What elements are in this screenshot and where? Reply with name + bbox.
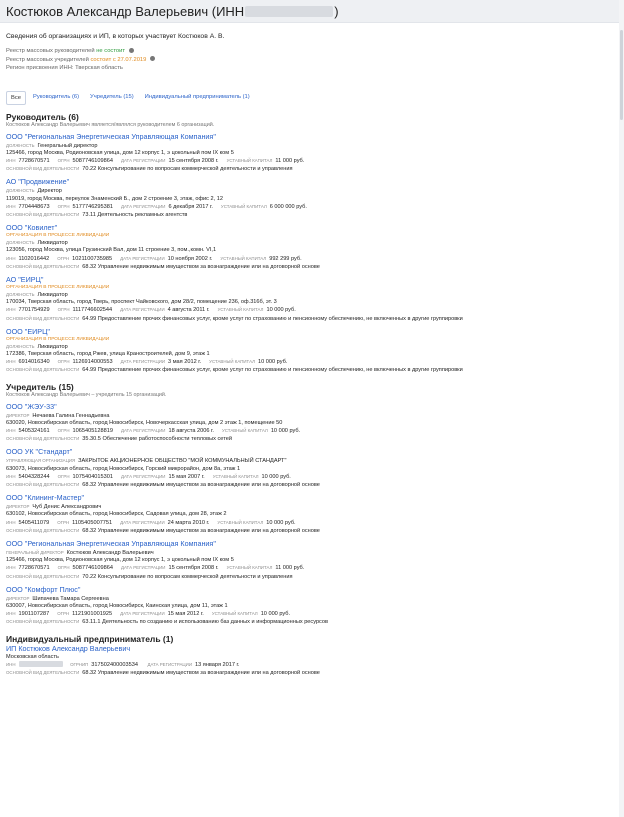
field-label: ДАТА РЕГИСТРАЦИИ <box>120 203 166 209</box>
org-address: 630102, Новосибирская область, город Новосибирск, Садовая улица, дом 28, этаж 2 <box>6 511 227 518</box>
position-value: Ликвидатор <box>37 343 68 350</box>
activity-value: 70.22 Консультирование по вопросам коммерческой деятельности и управления <box>82 573 293 580</box>
registry-heads-value: не состоит <box>96 48 126 54</box>
field-label: ОГРН <box>57 307 70 313</box>
org-head <box>6 412 618 420</box>
activity-value: 64.99 Предоставление прочих финансовых услуг, кроме услуг по страхованию и пенсионному обеспечению, не включенных в другие группировки <box>82 367 463 374</box>
field-label: УСТАВНЫЙ КАПИТАЛ <box>217 519 264 525</box>
org-ids <box>6 519 618 527</box>
field-label: ОСНОВНОЙ ВИД ДЕЯТЕЛЬНОСТИ <box>6 619 80 625</box>
leader-list <box>6 132 618 375</box>
field-label: ОСНОВНОЙ ВИД ДЕЯТЕЛЬНОСТИ <box>6 263 80 269</box>
org-ids <box>6 564 618 572</box>
org-ids <box>6 610 618 618</box>
field-label: ДАТА РЕГИСТРАЦИИ <box>120 565 166 571</box>
org-address: 630007, Новосибирская область, город Новосибирск, Каинская улица, дом 11, этаж 1 <box>6 603 228 610</box>
field-label: ИНН <box>6 519 16 525</box>
role-label: ДИРЕКТОР <box>6 595 30 601</box>
field-label: ОГРН <box>57 157 70 163</box>
org-capital: 11 000 руб. <box>275 565 305 572</box>
ip-region: Московская область <box>6 653 59 660</box>
org-capital: 10 000 руб. <box>270 427 301 434</box>
field-label: ДОЛЖНОСТЬ <box>6 343 35 349</box>
org-inn: 5405324161 <box>18 427 50 434</box>
org-activity <box>6 315 618 323</box>
ip-ids: ИНН ОГРНИП 317502400003534 ДАТА РЕГИСТРАЦИИ 13 января 2017 г. <box>6 661 240 668</box>
registry-founders: Реестр массовых учредителей состоит с 27.07.2019 <box>6 56 618 65</box>
org-address: 123056, город Москва, улица Грузинский Вал, дом 11 строение 3, пом.,комн. VI,1 <box>6 247 217 254</box>
org-activity <box>6 481 618 489</box>
org-inn: 7728670571 <box>18 157 50 164</box>
activity-value: 73.11 Деятельность рекламных агентств <box>82 211 188 218</box>
org-card <box>6 177 618 219</box>
page-title-suffix: ) <box>334 3 339 19</box>
field-label: ИНН <box>6 157 16 163</box>
field-label: ОГРН <box>57 565 70 571</box>
org-name-link[interactable]: ООО "Региональная Энергетическая Управляющая Компания" <box>6 539 216 548</box>
org-status: ОРГАНИЗАЦИЯ В ПРОЦЕССЕ ЛИКВИДАЦИИ <box>6 284 110 290</box>
org-address: 630073, Новосибирская область, город Новосибирск, Горский микрорайон, дом 8а, этаж 1 <box>6 465 241 472</box>
founder-note: Костюков Александр Валерьевич – учредитель 15 организаций. <box>6 391 167 398</box>
org-capital: 10 000 руб. <box>258 359 288 366</box>
ip-title: Индивидуальный предприниматель (1) <box>6 633 174 644</box>
inn-region: Регион присвоения ИНН: Тверская область <box>6 65 123 71</box>
role-value: Костюков Александр Валерьевич <box>66 550 154 556</box>
field-label: ИНН <box>6 203 16 209</box>
org-inn: 5404328244 <box>18 473 50 480</box>
org-status: ОРГАНИЗАЦИЯ В ПРОЦЕССЕ ЛИКВИДАЦИИ <box>6 336 110 342</box>
field-label: ИНН <box>6 307 16 313</box>
field-label: ОСНОВНОЙ ВИД ДЕЯТЕЛЬНОСТИ <box>6 166 80 172</box>
field-label: УСТАВНЫЙ КАПИТАЛ <box>220 203 267 209</box>
ip-section <box>0 634 624 678</box>
org-ogrn: 1121901001925 <box>72 611 113 618</box>
field-label: ОГРН <box>57 427 70 433</box>
position-value: Ликвидатор <box>37 240 68 247</box>
activity-value: 64.99 Предоставление прочих финансовых услуг, кроме услуг по страхованию и пенсионному обеспечению, не включенных в другие группировки <box>82 315 463 322</box>
field-label: ДОЛЖНОСТЬ <box>6 291 35 297</box>
org-card <box>6 327 618 375</box>
field-label: ДАТА РЕГИСТРАЦИИ <box>120 519 165 525</box>
org-activity <box>6 263 618 271</box>
ip-ogrnip: 317502400003534 <box>91 661 138 668</box>
org-date: 15 сентября 2008 г. <box>168 157 219 164</box>
org-status: ОРГАНИЗАЦИЯ В ПРОЦЕССЕ ЛИКВИДАЦИИ <box>6 233 110 239</box>
org-name-link[interactable]: ООО "Клининг-Мастер" <box>6 493 85 503</box>
field-label: ДОЛЖНОСТЬ <box>6 142 35 148</box>
founder-section <box>0 382 624 627</box>
field-label: ИНН <box>6 255 16 261</box>
leader-note: Костюков Александр Валерьевич является/являлся руководителем 6 организаций. <box>6 121 215 128</box>
org-capital: 6 000 000 руб. <box>269 203 307 210</box>
scrollbar-thumb[interactable] <box>620 30 623 120</box>
org-ogrn: 1126914000553 <box>72 359 113 366</box>
org-ogrn: 5177746295381 <box>72 203 113 210</box>
role-label: ГЕНЕРАЛЬНЫЙ ДИРЕКТОР <box>6 550 64 555</box>
org-activity <box>6 366 618 374</box>
tab-all[interactable]: Все <box>6 91 26 105</box>
field-label: ДАТА РЕГИСТРАЦИИ <box>120 255 165 261</box>
field-label: ОСНОВНОЙ ВИД ДЕЯТЕЛЬНОСТИ <box>6 367 80 373</box>
org-capital: 992 299 руб. <box>269 255 302 262</box>
org-name-link[interactable]: ООО "Комфорт Плюс" <box>6 584 81 594</box>
org-ogrn: 1075404015301 <box>72 473 113 480</box>
org-ogrn: 1065405128819 <box>72 427 113 434</box>
filter-tabs <box>0 91 624 105</box>
org-ogrn: 5087746109864 <box>72 157 113 164</box>
field-label: ОГРН <box>57 473 70 479</box>
help-icon[interactable] <box>150 56 155 61</box>
field-label: ДАТА РЕГИСТРАЦИИ <box>120 307 165 313</box>
field-label: ОГРН <box>57 359 70 365</box>
field-label: ДАТА РЕГИСТРАЦИИ <box>120 427 166 433</box>
field-label: ИНН <box>6 473 16 479</box>
org-ids <box>6 473 618 481</box>
field-label: ДОЛЖНОСТЬ <box>6 188 35 194</box>
org-name-link[interactable]: ООО "Ковилет" <box>6 223 58 233</box>
position-value: Ликвидатор <box>37 291 68 298</box>
tab-leader[interactable]: Руководитель (6) <box>33 93 80 100</box>
founder-title: Учредитель (15) <box>6 381 74 392</box>
org-address: 125466, город Москва, Родионовская улица, дом 12 корпус 1, э цокольный пом IX ком 5 <box>6 149 234 156</box>
org-inn: 7701754929 <box>18 307 50 314</box>
field-label: ДАТА РЕГИСТРАЦИИ <box>120 473 166 479</box>
org-head <box>6 595 618 603</box>
org-name-link[interactable]: АО "Продвижение" <box>6 177 70 187</box>
org-ogrn: 5087746109864 <box>72 565 113 572</box>
org-position <box>6 291 618 299</box>
position-value: Директор <box>37 188 62 195</box>
org-ids <box>6 427 618 435</box>
org-activity <box>6 435 618 443</box>
org-name-link[interactable]: ООО "ЖЭУ-33" <box>6 401 57 411</box>
org-name-link[interactable]: ООО "Региональная Энергетическая Управляющая Компания" <box>6 131 216 141</box>
field-label: ДОЛЖНОСТЬ <box>6 240 35 246</box>
org-card <box>6 402 618 444</box>
org-card <box>6 275 618 323</box>
registry-founders-value: состоит с 27.07.2019 <box>90 56 147 63</box>
field-label: УСТАВНЫЙ КАПИТАЛ <box>220 255 267 261</box>
org-ids <box>6 203 618 211</box>
org-head <box>6 457 618 465</box>
org-ids <box>6 255 618 263</box>
org-date: 15 мая 2012 г. <box>167 611 204 618</box>
field-label: УСТАВНЫЙ КАПИТАЛ <box>212 473 259 479</box>
field-label: ОСНОВНОЙ ВИД ДЕЯТЕЛЬНОСТИ <box>6 211 80 217</box>
ip-card <box>6 644 618 678</box>
org-card <box>6 132 618 174</box>
ip-name-link[interactable]: ИП Костюков Александр Валерьевич <box>6 643 131 653</box>
activity-value: 35.30.5 Обеспечение работоспособности тепловых сетей <box>82 436 232 443</box>
org-head <box>6 549 618 557</box>
field-label: ОСНОВНОЙ ВИД ДЕЯТЕЛЬНОСТИ <box>6 573 80 579</box>
org-date: 24 марта 2010 г. <box>167 519 210 526</box>
field-label: ОСНОВНОЙ ВИД ДЕЯТЕЛЬНОСТИ <box>6 527 80 533</box>
org-capital: 10 000 руб. <box>260 611 291 618</box>
org-card <box>6 223 618 271</box>
org-inn: 5405411079 <box>18 519 50 526</box>
org-capital: 10 000 руб. <box>261 473 291 480</box>
activity-value: 68.32 Управление недвижимым имуществом за вознаграждение или на договорной основе <box>82 527 320 534</box>
role-label: ДИРЕКТОР <box>6 504 30 510</box>
field-label: ДАТА РЕГИСТРАЦИИ <box>120 359 166 365</box>
ip-activity: ОСНОВНОЙ ВИД ДЕЯТЕЛЬНОСТИ 68.32 Управление недвижимым имуществом за вознаграждение или на договорной основе <box>6 670 320 677</box>
org-position <box>6 343 618 351</box>
org-date: 15 мая 2007 г. <box>168 473 205 480</box>
role-label: УПРАВЛЯЮЩАЯ ОРГАНИЗАЦИЯ <box>6 458 76 464</box>
org-card <box>6 539 618 581</box>
field-label: ОГРН <box>57 255 70 261</box>
org-date: 3 мая 2012 г. <box>168 359 202 366</box>
org-capital: 10 000 руб. <box>266 307 296 314</box>
activity-value: 70.22 Консультирование по вопросам коммерческой деятельности и управления <box>82 166 293 173</box>
intro-lead: Сведения об организациях и ИП, в которых участвует Костюков А. В. <box>6 33 225 40</box>
org-inn: 7704448673 <box>18 203 50 210</box>
help-icon[interactable] <box>129 48 134 53</box>
org-date: 15 сентября 2008 г. <box>168 565 219 572</box>
org-card <box>6 585 618 627</box>
org-date: 10 ноября 2002 г. <box>167 255 213 262</box>
role-value: Нечаева Галина Геннадьевна <box>32 412 110 419</box>
scrollbar[interactable] <box>619 0 624 817</box>
field-label: ИНН <box>6 611 16 617</box>
org-inn: 1102016442 <box>18 255 50 262</box>
role-label: ДИРЕКТОР <box>6 412 30 418</box>
field-label: УСТАВНЫЙ КАПИТАЛ <box>217 307 264 313</box>
org-date: 4 августа 2011 г. <box>167 307 210 314</box>
org-address: 125466, город Москва, Родионовская улица, дом 12 корпус 1, э цокольный пом IX ком 5 <box>6 557 234 564</box>
org-name-link[interactable]: АО "ЕИРЦ" <box>6 274 44 284</box>
intro-block <box>0 23 624 73</box>
activity-value: 68.32 Управление недвижимым имуществом за вознаграждение или на договорной основе <box>82 263 320 270</box>
role-value: Чуб Денис Александрович <box>32 504 102 511</box>
page-title: Костюков Александр Валерьевич (ИНН <box>6 3 245 19</box>
field-label: ИНН <box>6 359 16 365</box>
org-address: 119019, город Москва, переулок Знаменский Б., дом 2 строение 3, этаж, офис 2, 12 <box>6 195 223 202</box>
registry-heads: Реестр массовых руководителей не состоит <box>6 47 618 56</box>
field-label: УСТАВНЫЙ КАПИТАЛ <box>226 157 273 163</box>
field-label: ДАТА РЕГИСТРАЦИИ <box>120 611 165 617</box>
org-activity <box>6 211 618 219</box>
org-activity <box>6 618 618 626</box>
leader-section <box>0 112 624 375</box>
role-value: Шипачева Тамара Сергеевна <box>32 595 109 602</box>
field-label: ИНН <box>6 565 16 571</box>
org-ids <box>6 306 618 314</box>
field-label: ИНН <box>6 427 16 433</box>
page-header <box>0 0 624 23</box>
org-capital: 10 000 руб. <box>266 519 296 526</box>
field-label: ОГРН <box>57 611 70 617</box>
org-date: 18 августа 2006 г. <box>168 427 214 434</box>
role-value: ЗАКРЫТОЕ АКЦИОНЕРНОЕ ОБЩЕСТВО "МОЙ КОММУНАЛЬНЫЙ СТАНДАРТ" <box>78 458 287 465</box>
org-date: 6 декабря 2017 г. <box>168 203 213 210</box>
ip-inn-redacted <box>19 661 63 667</box>
field-label: ОГРН <box>57 519 70 525</box>
org-position <box>6 142 618 150</box>
org-ogrn: 1021100735985 <box>72 255 113 262</box>
tab-founder[interactable]: Учредитель (15) <box>90 93 134 100</box>
org-ids <box>6 157 618 165</box>
field-label: ОСНОВНОЙ ВИД ДЕЯТЕЛЬНОСТИ <box>6 436 80 442</box>
org-card <box>6 447 618 489</box>
org-inn: 6914016340 <box>18 359 50 366</box>
org-activity <box>6 527 618 535</box>
org-position <box>6 187 618 195</box>
org-activity <box>6 573 618 581</box>
inn-redacted <box>245 6 333 17</box>
org-inn: 1901107287 <box>18 611 50 618</box>
org-ogrn: 1105405007751 <box>72 519 113 526</box>
position-value: Генеральный директор <box>37 142 98 149</box>
field-label: ДАТА РЕГИСТРАЦИИ <box>120 157 166 163</box>
field-label: ОСНОВНОЙ ВИД ДЕЯТЕЛЬНОСТИ <box>6 481 80 487</box>
tab-ip[interactable]: Индивидуальный предприниматель (1) <box>144 93 250 100</box>
activity-value: 63.11.1 Деятельность по созданию и использованию баз данных и информационных ресурсов <box>82 619 329 626</box>
field-label: УСТАВНЫЙ КАПИТАЛ <box>221 427 268 433</box>
activity-value: 68.32 Управление недвижимым имуществом за вознаграждение или на договорной основе <box>82 481 320 488</box>
org-address: 172386, Тверская область, город Ржев, улица Краностроителей, дом 9, этаж 1 <box>6 350 210 357</box>
field-label: ОГРН <box>57 203 70 209</box>
org-capital: 11 000 руб. <box>275 157 305 164</box>
org-activity <box>6 165 618 173</box>
leader-title: Руководитель (6) <box>6 111 79 122</box>
org-ogrn: 1117746602544 <box>72 307 113 314</box>
org-name-link[interactable]: ООО УК "Стандарт" <box>6 447 73 457</box>
org-inn: 7728670571 <box>18 565 50 572</box>
ip-date: 13 января 2017 г. <box>194 661 240 668</box>
org-address: 630020, Новосибирская область, город Новосибирск, Новочеркасская улица, дом 2 этаж 1, помещение 50 <box>6 419 283 426</box>
field-label: УСТАВНЫЙ КАПИТАЛ <box>209 359 255 365</box>
org-card <box>6 493 618 535</box>
org-ids <box>6 358 618 366</box>
org-name-link[interactable]: ООО "ЕИРЦ" <box>6 326 50 336</box>
field-label: УСТАВНЫЙ КАПИТАЛ <box>226 565 273 571</box>
field-label: ОСНОВНОЙ ВИД ДЕЯТЕЛЬНОСТИ <box>6 315 80 321</box>
org-head <box>6 503 618 511</box>
founder-list <box>6 402 618 627</box>
field-label: УСТАВНЫЙ КАПИТАЛ <box>211 611 258 617</box>
org-address: 170034, Тверская область, город Тверь, проспект Чайковского, дом 28/2, помещение 236, оф.316б, эт. 3 <box>6 299 277 306</box>
